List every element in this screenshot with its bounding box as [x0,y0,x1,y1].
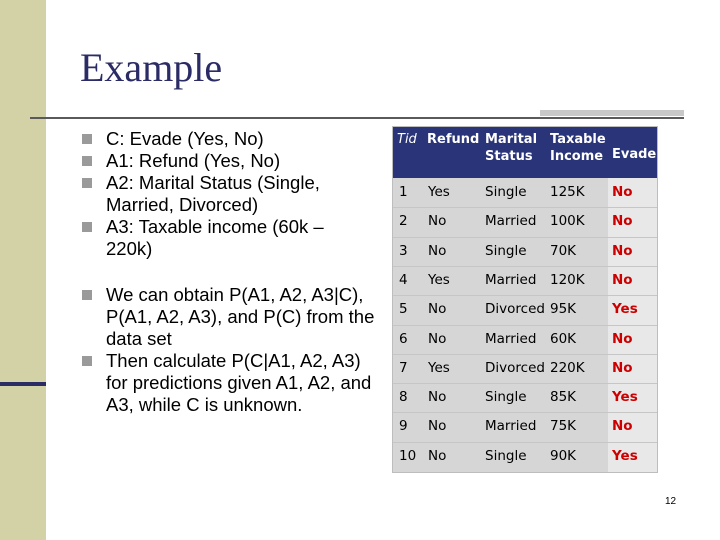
bullet-text: A1: Refund (Yes, No) [106,150,281,171]
left-band-accent [0,382,46,386]
cell-income: 120K [550,272,585,288]
row-divider [393,325,657,326]
bullet-text: A2: Marital Status (Single, Married, Divorced) [106,172,320,215]
title-rule-accent [540,110,684,116]
cell-refund: No [428,448,447,464]
cell-tid: 6 [399,331,408,347]
cell-refund: Yes [428,184,450,200]
bullet-item [80,216,375,260]
header-tid: Tid [397,132,417,147]
cell-marital: Single [485,243,527,259]
bullet-item [80,150,375,172]
cell-marital: Married [485,272,537,288]
square-bullet-icon [82,156,92,166]
table-header [393,127,657,178]
bullet-item [80,128,375,150]
cell-marital: Married [485,213,537,229]
bullet-text: C: Evade (Yes, No) [106,128,264,149]
page-number: 12 [665,496,677,507]
slide-title: Example [80,45,223,90]
cell-marital: Divorced [485,360,545,376]
cell-evade: Yes [612,301,638,317]
cell-refund: No [428,243,447,259]
cell-income: 60K [550,331,577,347]
cell-evade: No [612,331,633,347]
row-divider [393,266,657,267]
row-divider [393,295,657,296]
cell-refund: No [428,389,447,405]
bullet-item [80,284,375,350]
row-divider [393,383,657,384]
header-income-line1: Taxable [550,132,606,147]
cell-evade: No [612,418,633,434]
header-marital-line1: Marital [485,132,538,147]
cell-evade: No [612,272,633,288]
square-bullet-icon [82,290,92,300]
cell-income: 85K [550,389,577,405]
row-divider [393,354,657,355]
cell-refund: No [428,213,447,229]
cell-refund: No [428,331,447,347]
cell-marital: Married [485,331,537,347]
cell-refund: Yes [428,360,450,376]
cell-tid: 7 [399,360,408,376]
row-divider [393,442,657,443]
square-bullet-icon [82,134,92,144]
data-table [392,126,658,473]
cell-tid: 10 [399,448,417,464]
cell-tid: 1 [399,184,408,200]
row-divider [393,412,657,413]
cell-marital: Married [485,418,537,434]
cell-tid: 9 [399,418,408,434]
cell-marital: Single [485,184,527,200]
cell-evade: No [612,184,633,200]
header-income-line2: Income [550,149,604,164]
cell-income: 70K [550,243,577,259]
cell-tid: 4 [399,272,408,288]
header-evade: Evade [612,147,657,162]
left-decorative-band [0,0,46,540]
cell-tid: 2 [399,213,408,229]
cell-marital: Divorced [485,301,545,317]
bullet-text: A3: Taxable income (60k – 220k) [106,216,324,259]
row-divider [393,237,657,238]
cell-tid: 3 [399,243,408,259]
cell-marital: Single [485,389,527,405]
square-bullet-icon [82,178,92,188]
cell-refund: No [428,301,447,317]
row-divider [393,207,657,208]
cell-evade: No [612,243,633,259]
square-bullet-icon [82,222,92,232]
cell-income: 75K [550,418,577,434]
cell-income: 125K [550,184,585,200]
square-bullet-icon [82,356,92,366]
bullet-text: Then calculate P(C|A1, A2, A3) for predictions given A1, A2, and A3, while C is unknown. [106,350,372,415]
cell-refund: Yes [428,272,450,288]
cell-tid: 5 [399,301,408,317]
bullet-item [80,350,375,416]
cell-evade: Yes [612,448,638,464]
cell-refund: No [428,418,447,434]
cell-evade: No [612,360,633,376]
bullet-list [80,128,375,416]
bullet-item [80,172,375,216]
title-divider [30,117,684,119]
cell-tid: 8 [399,389,408,405]
cell-income: 100K [550,213,585,229]
bullet-text: We can obtain P(A1, A2, A3|C), P(A1, A2, A3), and P(C) from the data set [106,284,375,349]
cell-income: 90K [550,448,577,464]
cell-evade: No [612,213,633,229]
cell-marital: Single [485,448,527,464]
cell-income: 95K [550,301,577,317]
cell-evade: Yes [612,389,638,405]
cell-income: 220K [550,360,585,376]
header-marital-line2: Status [485,149,533,164]
header-refund: Refund [427,132,480,147]
